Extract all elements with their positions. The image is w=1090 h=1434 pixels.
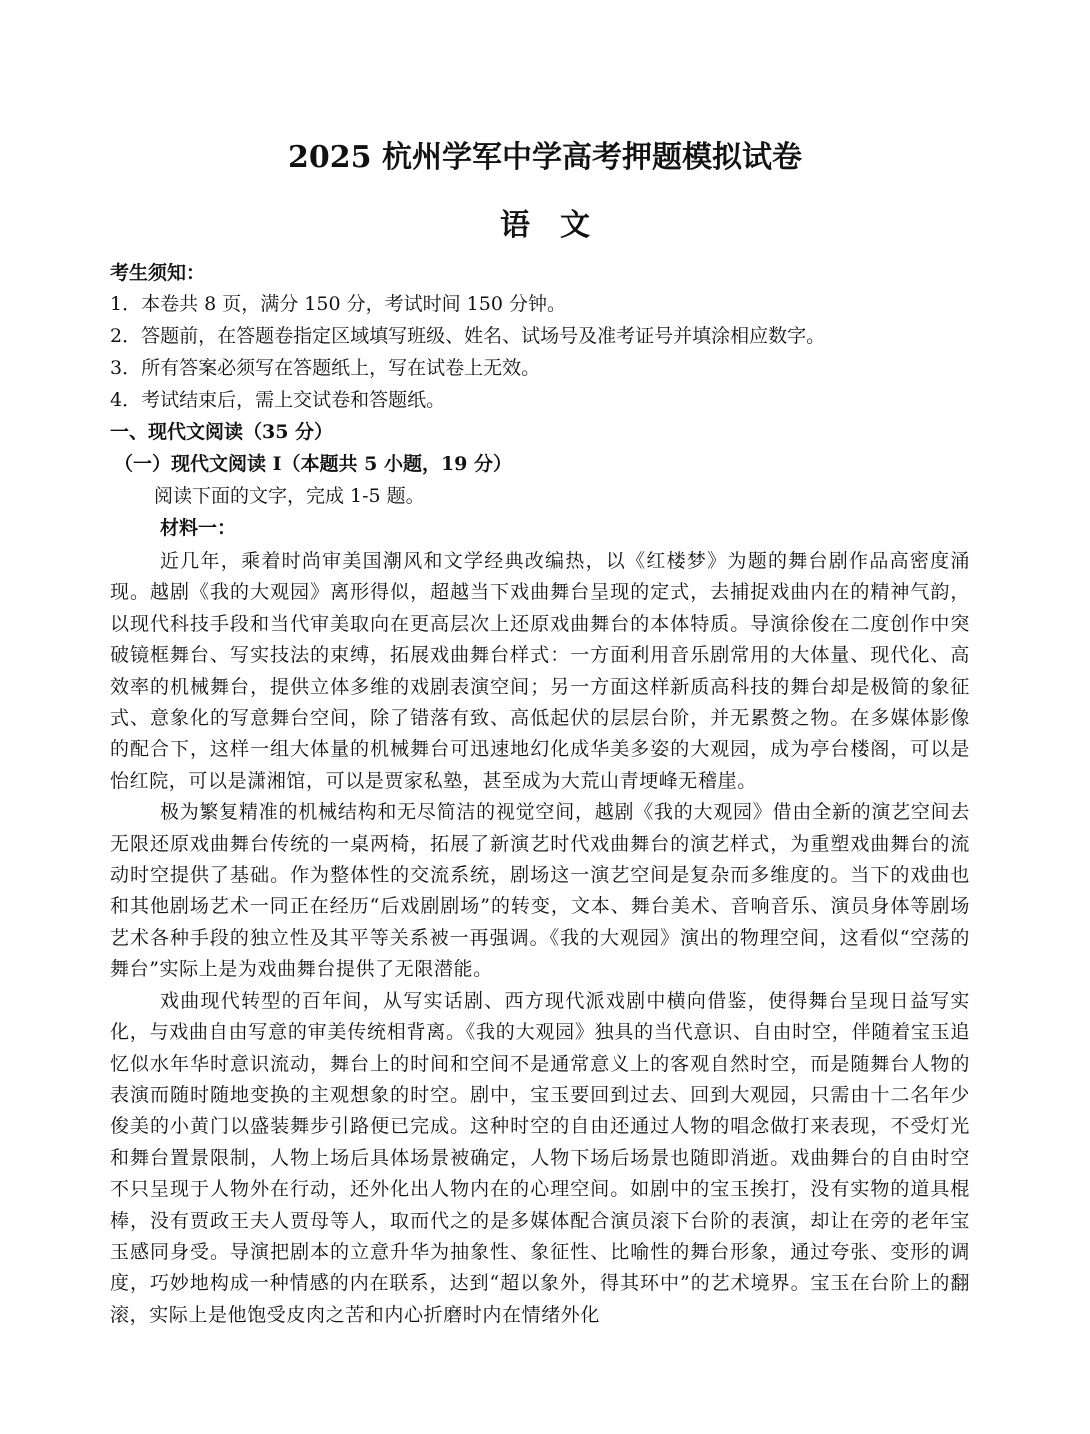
notice-heading: 考生须知：: [110, 262, 206, 284]
subject-title: 语 文: [500, 208, 590, 243]
exam-content: [110, 258, 970, 1331]
notice-item: 2．答题前，在答题卷指定区域填写班级、姓名、试场号及准考证号并填涂相应数字。: [110, 325, 826, 347]
notice-item: 3．所有答案必须写在答题纸上，写在试卷上无效。: [110, 357, 541, 379]
reading-instruction: 阅读下面的文字，完成 1-5 题。: [154, 485, 425, 507]
reading-paragraph: 极为繁复精准的机械结构和无尽简洁的视觉空间，越剧《我的大观园》借由全新的演艺空间去无限还原戏曲舞台传统的一桌两椅，拓展了新演艺时代戏曲舞台的演艺样式，为重塑戏曲舞台的流动时空提供了基础。作为整体性的交流系统，剧场这一演艺空间是复杂而多维度的。当下的戏曲也和其他剧场艺术一同正在经历“后戏剧剧场”的转变，文本、舞台美术、音响音乐、演员身体等剧场艺术各种手段的独立性及其平等关系被一再强调。《我的大观园》演出的物理空间，这看似“空荡的舞台”实际上是为戏曲舞台提供了无限潜能。: [110, 801, 970, 981]
exam-title: 2025 杭州学军中学高考押题模拟试卷: [288, 140, 802, 175]
reading-paragraph: 戏曲现代转型的百年间，从写实话剧、西方现代派戏剧中横向借鉴，使得舞台呈现日益写实化，与戏曲自由写意的审美传统相背离。《我的大观园》独具的当代意识、自由时空，伴随着宝玉追忆似水年华时意识流动，舞台上的时间和空间不是通常意义上的客观自然时空，而是随舞台人物的表演而随时随地变换的主观想象的时空。剧中，宝玉要回到过去、回到大观园，只需由十二名年少俊美的小黄门以盛装舞步引路便已完成。这种时空的自由还通过人物的唱念做打来表现，不受灯光和舞台置景限制，人物上场后具体场景被确定，人物下场后场景也随即消逝。戏曲舞台的自由时空不只呈现于人物外在行动，还外化出人物内在的心理空间。如剧中的宝玉挨打，没有实物的道具棍棒，没有贾政王夫人贾母等人，取而代之的是多媒体配合演员滚下台阶的表演，却让在旁的老年宝玉感同身受。导演把剧本的立意升华为抽象性、象征性、比喻性的舞台形象，通过夸张、变形的调度，巧妙地构成一种情感的内在联系，达到“超以象外，得其环中”的艺术境界。宝玉在台阶上的翻滚，实际上是他饱受皮肉之苦和内心折磨时内在情绪外化: [110, 989, 970, 1326]
reading-paragraph: 近几年，乘着时尚审美国潮风和文学经典改编热，以《红楼梦》为题的舞台剧作品高密度涌现。越剧《我的大观园》离形得似，超越当下戏曲舞台呈现的定式，去捕捉戏曲内在的精神气韵，以现代科技手段和当代审美取向在更高层次上还原戏曲舞台的本体特质。导演徐俊在二度创作中突破镜框舞台、写实技法的束缚，拓展戏曲舞台样式：一方面利用音乐剧常用的大体量、现代化、高效率的机械舞台，提供立体多维的戏剧表演空间；另一方面这样新质高科技的舞台却是极简的象征式、意象化的写意舞台空间，除了错落有致、高低起伏的层层台阶，并无累赘之物。在多媒体影像的配合下，这样一组大体量的机械舞台可迅速地幻化成华美多姿的大观园，成为亭台楼阁，可以是怡红院，可以是潇湘馆，可以是贾家私塾，甚至成为大荒山青埂峰无稽崖。: [110, 550, 970, 792]
notice-item: 1．本卷共 8 页，满分 150 分，考试时间 150 分钟。: [110, 293, 566, 315]
subsection-heading: （一）现代文阅读 I（本题共 5 小题，19 分）: [114, 453, 513, 475]
section-heading: 一、现代文阅读（35 分）: [110, 421, 334, 443]
material-label: 材料一：: [160, 517, 237, 539]
notice-item: 4．考试结束后，需上交试卷和答题纸。: [110, 389, 446, 411]
